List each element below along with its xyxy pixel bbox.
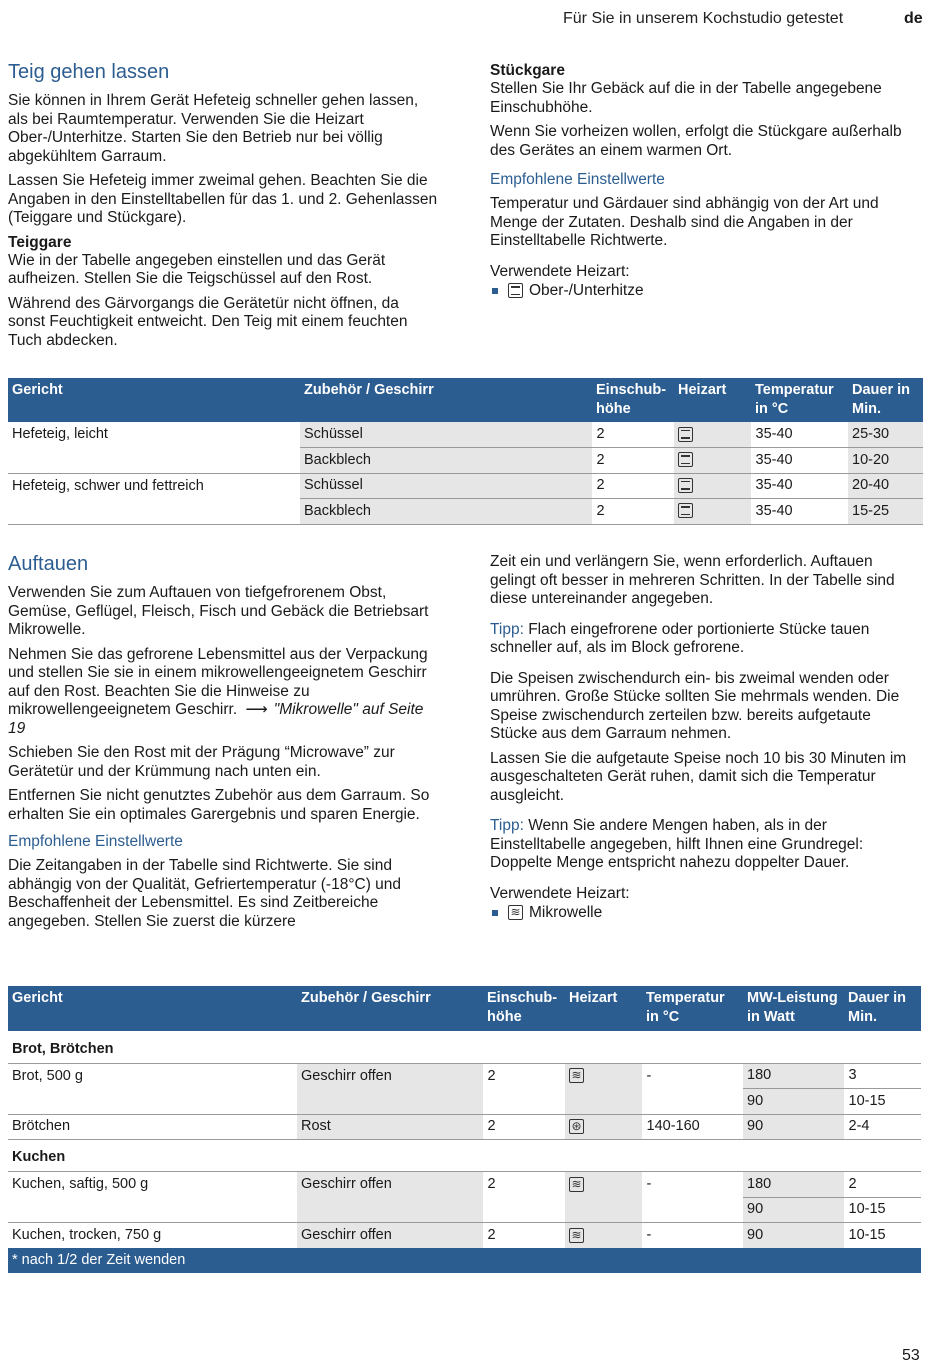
cell-heizart [674, 422, 751, 448]
table-header-row [8, 378, 923, 422]
teig-paragraph-4: Wenn Sie vorheizen wollen, erfolgt die Stückgare außerhalb des Gerätes an einem warmen Ort. [490, 123, 902, 159]
auftauen-paragraph-3: Schieben Sie den Rost mit der Prägung “Microwave” zur Gerätetür und der Krümmung nach unten ein. [8, 744, 395, 780]
teig-paragraph-1: Sie können in Ihrem Gerät Hefeteig schneller gehen lassen, als bei Raumtemperatur. Verwenden Sie die Heizart Ober-/Unterhitze. Starten Sie den Betrieb nur bei völlig abgekühltem Garraum. [8, 92, 419, 165]
page-header [0, 0, 950, 36]
bullet-icon [492, 288, 498, 294]
cell-mw-leistung: 180 [743, 1172, 844, 1198]
cell-einschub: 2 [483, 1223, 565, 1249]
tip-label: Tipp: [490, 817, 524, 834]
cell-zubehoer: Backblech [300, 448, 592, 474]
cell-einschub: 2 [592, 422, 674, 448]
cell-gericht: Brötchen [8, 1114, 297, 1140]
tip-label: Tipp: [490, 620, 524, 638]
cell-einschub [483, 1197, 565, 1223]
auftauen-right-column [490, 553, 922, 922]
teig-paragraph-3: Während des Gärvorgangs die Gerätetür nicht öffnen, da sonst Feuchtigkeit entweicht. Den Teig mit einem feuchten Tuch abdecken. [8, 294, 408, 349]
col-header-dauer: Dauer in Min. [844, 986, 921, 1031]
teiggare-heading: Teiggare [8, 233, 72, 251]
cell-heizart [565, 1172, 642, 1198]
oberunterhitze-icon [678, 427, 693, 442]
cell-temperatur: 35-40 [751, 448, 848, 474]
teiggare-text: Wie in der Tabelle angegeben einstellen und das Gerät aufheizen. Stellen Sie die Teigschüssel auf den Rost. [8, 251, 386, 287]
teig-settings-table [8, 378, 923, 525]
auftauen-left-column [8, 552, 440, 937]
cell-zubehoer: Geschirr offen [297, 1223, 483, 1249]
cell-dauer: 10-20 [848, 448, 923, 474]
col-header-einschub: Einschub- höhe [592, 378, 674, 422]
tip-2: Tipp: Wenn Sie andere Mengen haben, als in der Einstelltabelle angegeben, hilft Ihnen eine Grundregel: Doppelte Menge entspricht nahezu doppelter Dauer. [490, 817, 864, 871]
cell-dauer: 20-40 [848, 473, 923, 499]
cell-gericht: Hefeteig, leicht [8, 422, 300, 448]
cell-gericht: Kuchen, saftig, 500 g [8, 1172, 297, 1198]
table-header-row [8, 986, 921, 1031]
kombi-icon [569, 1119, 584, 1134]
table-row [8, 1063, 921, 1089]
auftauen-heizart-label: Verwendete Heizart: [490, 884, 630, 902]
auftauen-settings-heading: Empfohlene Einstellwerte [8, 833, 183, 850]
teig-right-column [490, 62, 922, 300]
cell-heizart [674, 499, 751, 525]
oberunterhitze-icon [678, 478, 693, 493]
cell-einschub [483, 1089, 565, 1115]
cell-gericht: Kuchen, trocken, 750 g [8, 1223, 297, 1249]
auftauen-paragraph-8: Lassen Sie die aufgetaute Speise noch 10 bis 30 Minuten im ausgeschalteten Gerät ruhen, damit sich die Temperatur ausgleicht. [490, 749, 907, 804]
auftauen-paragraph-4: Entfernen Sie nicht genutztes Zubehör aus dem Garraum. So erhalten Sie ein optimales Garergebnis und sparen Energie. [8, 787, 430, 823]
arrow-right-icon: ⟶ [245, 701, 268, 718]
cell-mw-leistung: 90 [743, 1197, 844, 1223]
cell-heizart [565, 1114, 642, 1140]
cell-einschub: 2 [483, 1114, 565, 1140]
stueckgare-heading: Stückgare [490, 62, 565, 79]
col-header-mw-leistung: MW-Leistung in Watt [743, 986, 844, 1031]
cell-zubehoer [297, 1197, 483, 1223]
cell-einschub: 2 [592, 448, 674, 474]
col-header-temperatur: Temperatur in °C [751, 378, 848, 422]
col-header-dauer: Dauer in Min. [848, 378, 923, 422]
cell-zubehoer: Rost [297, 1114, 483, 1140]
cell-gericht [8, 1089, 297, 1115]
cell-gericht [8, 1197, 297, 1223]
table-row [8, 499, 923, 525]
cell-mw-leistung: 90 [743, 1114, 844, 1140]
table-footnote: * nach 1/2 der Zeit wenden [8, 1248, 921, 1273]
cross-reference-link[interactable]: "Mikrowelle" auf Seite 19 [8, 701, 424, 737]
cell-temperatur: 35-40 [751, 473, 848, 499]
auftauen-paragraph-7: Die Speisen zwischendurch ein- bis zweimal wenden oder umrühren. Große Stücke sollten Sie mehrmals wenden. Die Speise zwischendurch zerteilen bzw. bereits aufgetaute Stücke aus dem Garraum nehmen. [490, 669, 900, 742]
col-header-heizart: Heizart [565, 986, 642, 1031]
col-header-temperatur: Temperatur in °C [642, 986, 743, 1031]
cell-dauer: 10-15 [844, 1223, 921, 1249]
cell-einschub: 2 [592, 499, 674, 525]
teig-paragraph-5: Temperatur und Gärdauer sind abhängig von der Art und Menge der Zutaten. Deshalb sind die Angaben in der Einstelltabelle Richtwerte. [490, 195, 879, 249]
tip-1: Tipp: Flach eingefrorene oder portionierte Stücke tauen schneller auf, als im Block gefrorene. [490, 620, 870, 656]
cell-zubehoer [297, 1089, 483, 1115]
col-header-gericht: Gericht [8, 986, 297, 1031]
mikrowelle-icon [508, 905, 523, 920]
cell-gericht: Brot, 500 g [8, 1063, 297, 1089]
cell-temperatur: - [642, 1223, 743, 1249]
cell-temperatur: - [642, 1172, 743, 1198]
table-group-row [8, 1140, 921, 1172]
cell-temperatur: 140-160 [642, 1114, 743, 1140]
cell-dauer: 2 [844, 1172, 921, 1198]
stueckgare-text: Stellen Sie Ihr Gebäck auf die in der Tabelle angegebene Einschubhöhe. [490, 80, 882, 116]
col-header-heizart: Heizart [674, 378, 751, 422]
auftauen-paragraph-1: Verwenden Sie zum Auftauen von tiefgefrorenem Obst, Gemüse, Geflügel, Fleisch, Fisch und Gebäck die Betriebsart Mikrowelle. [8, 584, 429, 638]
col-header-einschub: Einschub- höhe [483, 986, 565, 1031]
mikrowelle-icon [569, 1228, 584, 1243]
cell-temperatur [642, 1089, 743, 1115]
teig-heizart-item [490, 281, 922, 300]
cell-heizart [674, 448, 751, 474]
bullet-icon [492, 910, 498, 916]
group-label: Brot, Brötchen [8, 1031, 921, 1063]
cell-temperatur: - [642, 1063, 743, 1089]
auftauen-paragraph-5: Die Zeitangaben in der Tabelle sind Richtwerte. Sie sind abhängig von der Qualität, Gefriertemperatur (-18°C) und Beschaffenheit der Lebensmittel. Es sind Zeitbereiche angegeben. Stellen Sie zuerst die kürzere [8, 857, 402, 930]
cell-mw-leistung: 90 [743, 1223, 844, 1249]
cell-einschub: 2 [483, 1172, 565, 1198]
col-header-zubehoer: Zubehör / Geschirr [300, 378, 592, 422]
cell-heizart [565, 1089, 642, 1115]
auftauen-heading: Auftauen [8, 553, 89, 575]
cell-dauer: 10-15 [844, 1197, 921, 1223]
cell-mw-leistung: 90 [743, 1089, 844, 1115]
cell-dauer: 10-15 [844, 1089, 921, 1115]
table-row [8, 1197, 921, 1223]
teig-heading: Teig gehen lassen [8, 61, 170, 83]
table-row [8, 1089, 921, 1115]
teig-left-column [8, 60, 440, 356]
teig-settings-heading: Empfohlene Einstellwerte [490, 171, 665, 188]
cell-heizart [565, 1223, 642, 1249]
oberunterhitze-icon [508, 283, 523, 298]
cell-zubehoer: Backblech [300, 499, 592, 525]
cell-dauer: 2-4 [844, 1114, 921, 1140]
teig-heizart-value: Ober-/Unterhitze [529, 282, 644, 299]
col-header-zubehoer: Zubehör / Geschirr [297, 986, 483, 1031]
cell-dauer: 25-30 [848, 422, 923, 448]
auftauen-paragraph-2: Nehmen Sie das gefrorene Lebensmittel aus der Verpackung und stellen Sie sie in einem mikrowellengeeignetem Geschirr auf den Rost. Beachten Sie die Hinweise zu mikrowellengeeignetem Geschirr. ⟶ "Mikrowelle" auf Seite 19 [8, 645, 428, 737]
col-header-gericht: Gericht [8, 378, 300, 422]
mikrowelle-icon [569, 1177, 584, 1192]
auftauen-paragraph-6: Zeit ein und verlängern Sie, wenn erforderlich. Auftauen gelingt oft besser in mehreren Schritten. In der Tabelle sind diese untereinander angegeben. [490, 553, 895, 607]
table-row [8, 422, 923, 448]
cell-zubehoer: Geschirr offen [297, 1063, 483, 1089]
cell-mw-leistung: 180 [743, 1063, 844, 1089]
table-row [8, 1172, 921, 1198]
cell-dauer: 15-25 [848, 499, 923, 525]
cell-zubehoer: Schüssel [300, 422, 592, 448]
oberunterhitze-icon [678, 503, 693, 518]
table-row [8, 1223, 921, 1249]
cell-temperatur: 35-40 [751, 422, 848, 448]
cell-heizart [565, 1197, 642, 1223]
language-label: de [904, 10, 923, 27]
cell-gericht: Hefeteig, schwer und fettreich [8, 473, 300, 499]
group-label: Kuchen [8, 1140, 921, 1172]
teig-paragraph-2: Lassen Sie Hefeteig immer zweimal gehen. Beachten Sie die Angaben in den Einstelltabellen für das 1. und 2. Gehenlassen (Teiggare und Stückgare). [8, 172, 438, 226]
auftauen-heizart-item [490, 903, 922, 922]
oberunterhitze-icon [678, 452, 693, 467]
table-group-row [8, 1031, 921, 1063]
table-row [8, 473, 923, 499]
cell-heizart [674, 473, 751, 499]
teig-heizart-label: Verwendete Heizart: [490, 262, 630, 280]
table-row [8, 1114, 921, 1140]
cell-einschub: 2 [592, 473, 674, 499]
cell-heizart [565, 1063, 642, 1089]
cell-temperatur: 35-40 [751, 499, 848, 525]
cell-temperatur [642, 1197, 743, 1223]
auftauen-heizart-value: Mikrowelle [529, 904, 603, 921]
cell-einschub: 2 [483, 1063, 565, 1089]
table-row [8, 448, 923, 474]
page-number: 53 [902, 1347, 920, 1364]
cell-zubehoer: Geschirr offen [297, 1172, 483, 1198]
table-footnote-row [8, 1248, 921, 1273]
header-title: Für Sie in unserem Kochstudio getestet [563, 10, 844, 27]
auftauen-settings-table [8, 986, 921, 1273]
mikrowelle-icon [569, 1068, 584, 1083]
cell-dauer: 3 [844, 1063, 921, 1089]
cell-gericht [8, 448, 300, 474]
cell-gericht [8, 499, 300, 525]
cell-zubehoer: Schüssel [300, 473, 592, 499]
